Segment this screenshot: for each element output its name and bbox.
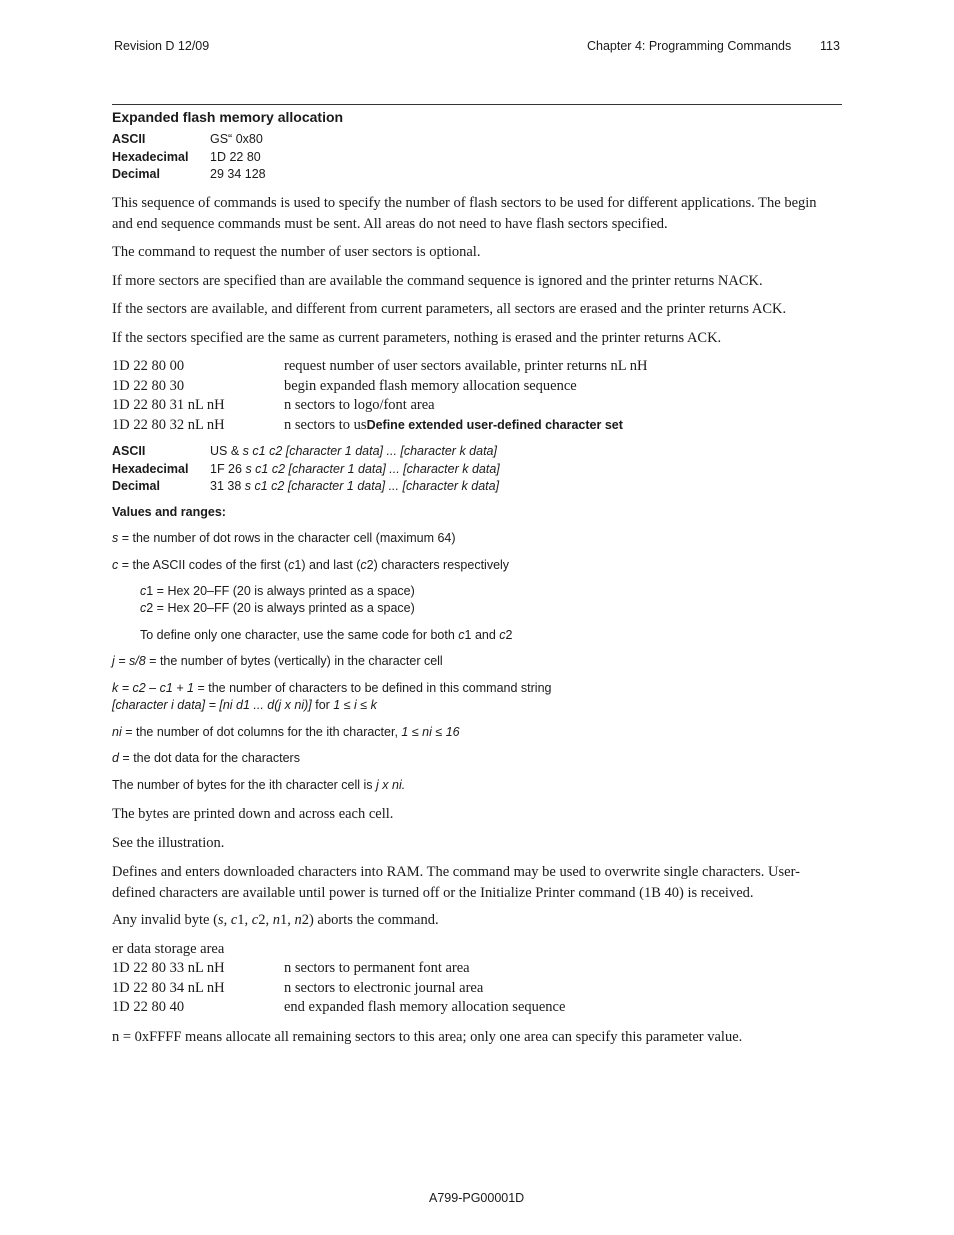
var-c: c bbox=[140, 584, 147, 598]
value-c bbox=[112, 558, 509, 572]
value-k bbox=[112, 681, 551, 695]
define-text: 1 and bbox=[464, 628, 500, 642]
command-code: 1D 22 80 33 nL nH bbox=[112, 960, 225, 976]
command-desc: n sectors to logo/font area bbox=[284, 397, 435, 414]
code-value: 29 34 128 bbox=[210, 167, 266, 181]
values-heading: Values and ranges: bbox=[112, 505, 226, 519]
code-value-text: 31 38 bbox=[210, 479, 242, 493]
description-paragraph: This sequence of commands is used to specify the number of flash sectors to be used for different applications. The begin and end sequence commands must be sent. All areas do not need to have flash sectors specified. bbox=[112, 195, 817, 232]
invalid-text: 2, bbox=[258, 912, 273, 928]
invalid-text: , bbox=[223, 912, 231, 928]
var-c: c bbox=[251, 912, 259, 928]
var-ni: ni bbox=[112, 725, 122, 739]
value-s bbox=[112, 531, 456, 545]
var-j: j = s/8 bbox=[112, 654, 146, 668]
command-desc: n sectors to electronic journal area bbox=[284, 979, 484, 996]
section-title: Expanded flash memory allocation bbox=[112, 109, 344, 125]
var-n: n bbox=[294, 912, 302, 928]
command-code: 1D 22 80 31 nL nH bbox=[112, 397, 225, 414]
value-s-text: = the number of dot rows in the character cell (maximum 64) bbox=[118, 531, 456, 545]
code-value-params: s c1 c2 [character 1 data] ... [character k data] bbox=[245, 461, 500, 476]
var-s: s bbox=[112, 531, 119, 545]
command-code: 1D 22 80 30 bbox=[112, 377, 185, 394]
invalid-byte-paragraph bbox=[112, 910, 837, 931]
code-value: 1D 22 80 bbox=[210, 149, 261, 164]
code-value bbox=[210, 478, 499, 496]
value-c-text: = the ASCII codes of the first ( bbox=[118, 558, 289, 572]
code-value-params: s c1 c2 [character 1 data] ... [character k data] bbox=[242, 444, 497, 458]
bytes-printed-paragraph: The bytes are printed down and across each cell. bbox=[112, 806, 394, 822]
invalid-text: 2) aborts the command. bbox=[301, 912, 439, 928]
revision-label: Revision D 12/09 bbox=[114, 39, 210, 53]
erase-paragraph: If the sectors are available, and different from current parameters, all sectors are erased and the printer returns ACK. bbox=[112, 301, 787, 317]
value-d bbox=[112, 751, 300, 765]
command-desc: begin expanded flash memory allocation sequence bbox=[284, 377, 577, 394]
bytes-count-text: The number of bytes for the ith character cell is bbox=[112, 778, 377, 792]
var-k: k = c2 – c1 + 1 bbox=[112, 681, 194, 695]
command-code: 1D 22 80 34 nL nH bbox=[112, 979, 225, 996]
code-label: Decimal bbox=[112, 167, 160, 181]
value-c1-text: 1 = Hex 20–FF (20 is always printed as a space) bbox=[146, 584, 415, 598]
see-illustration-paragraph: See the illustration. bbox=[112, 835, 225, 851]
value-c2-text: 2 = Hex 20–FF (20 is always printed as a space) bbox=[146, 601, 415, 615]
command-desc: n sectors to permanent font area bbox=[284, 960, 470, 976]
value-c-text: 1) and last ( bbox=[294, 558, 361, 572]
command-desc: request number of user sectors available, printer returns nL nH bbox=[284, 358, 648, 374]
merged-heading: Define extended user-defined character set bbox=[366, 418, 623, 433]
var-char-data: [character i data] = [ni d1 ... d(j x ni)] bbox=[112, 698, 312, 712]
define-text: 2 bbox=[505, 628, 513, 642]
same-paragraph: If the sectors specified are the same as current parameters, nothing is erased and the printer returns ACK. bbox=[112, 330, 722, 346]
value-j-text: = the number of bytes (vertically) in the character cell bbox=[145, 654, 443, 668]
code-label: ASCII bbox=[112, 132, 146, 146]
value-d-text: = the dot data for the characters bbox=[118, 751, 300, 765]
nack-paragraph: If more sectors are specified than are available the command sequence is ignored and the printer returns NACK. bbox=[112, 273, 763, 289]
chapter-label: Chapter 4: Programming Commands bbox=[587, 39, 792, 53]
value-j bbox=[112, 654, 443, 668]
value-ni-text: = the number of dot columns for the ith character, bbox=[121, 725, 402, 739]
var-c: c bbox=[360, 558, 367, 572]
bytes-count bbox=[112, 778, 405, 792]
value-k-text: = the number of characters to be defined in this command string bbox=[194, 681, 552, 695]
var-s: s bbox=[217, 912, 224, 928]
command-code: 1D 22 80 40 bbox=[112, 999, 185, 1016]
page-number: 113 bbox=[820, 39, 840, 53]
defines-paragraph: Defines and enters downloaded characters into RAM. The command may be used to overwrite single characters. User-defined characters are available until power is turned off or the Initialize Printer command (1B 40) is received. bbox=[112, 864, 800, 901]
optional-paragraph: The command to request the number of user sectors is optional. bbox=[112, 244, 481, 260]
var-range: 1 ≤ i ≤ k bbox=[333, 698, 377, 712]
document-id-footer: A799-PG00001D bbox=[429, 1191, 525, 1205]
var-c: c bbox=[140, 601, 147, 615]
value-c2 bbox=[140, 601, 415, 615]
invalid-text: 1, bbox=[279, 912, 295, 928]
code-value bbox=[210, 443, 497, 461]
var-c: c bbox=[112, 558, 119, 572]
command-desc bbox=[284, 416, 623, 436]
storage-area-fragment: er data storage area bbox=[112, 941, 225, 957]
code-value-params: s c1 c2 [character 1 data] ... [character k data] bbox=[244, 479, 500, 493]
var-n: n bbox=[272, 912, 280, 928]
invalid-text: 1, bbox=[237, 912, 252, 928]
code-value: GS“ 0x80 bbox=[210, 132, 263, 146]
var-c: c bbox=[499, 628, 506, 642]
command-desc-text: n sectors to us bbox=[284, 417, 367, 434]
invalid-text: Any invalid byte ( bbox=[112, 912, 218, 928]
command-code: 1D 22 80 00 bbox=[112, 358, 185, 374]
code-label: Decimal bbox=[112, 479, 160, 493]
value-char-data-text: for bbox=[311, 698, 334, 712]
code-label: ASCII bbox=[112, 444, 146, 458]
define-text: To define only one character, use the same code for both bbox=[140, 628, 459, 642]
command-desc: end expanded flash memory allocation sequence bbox=[284, 999, 566, 1016]
code-value-text: US & bbox=[210, 444, 240, 458]
define-one-note bbox=[140, 628, 512, 642]
code-value-text: 1F 26 bbox=[210, 461, 242, 476]
value-c-text: 2) characters respectively bbox=[366, 558, 510, 572]
value-c1 bbox=[140, 584, 415, 598]
header-rule bbox=[112, 104, 842, 105]
var-d: d bbox=[112, 751, 119, 765]
var-c: c bbox=[458, 628, 465, 642]
code-label: Hexadecimal bbox=[112, 149, 189, 164]
code-label: Hexadecimal bbox=[112, 461, 189, 476]
var-range: 1 ≤ ni ≤ 16 bbox=[401, 725, 460, 739]
command-code: 1D 22 80 32 nL nH bbox=[112, 417, 225, 434]
code-value bbox=[210, 461, 500, 479]
var-c: c bbox=[230, 912, 238, 928]
allocation-note: n = 0xFFFF means allocate all remaining sectors to this area; only one area can specify this parameter value. bbox=[112, 1029, 743, 1045]
var-c: c bbox=[288, 558, 295, 572]
value-ni bbox=[112, 725, 460, 739]
value-char-data bbox=[112, 698, 377, 712]
var-bytes: j x ni. bbox=[376, 778, 406, 792]
